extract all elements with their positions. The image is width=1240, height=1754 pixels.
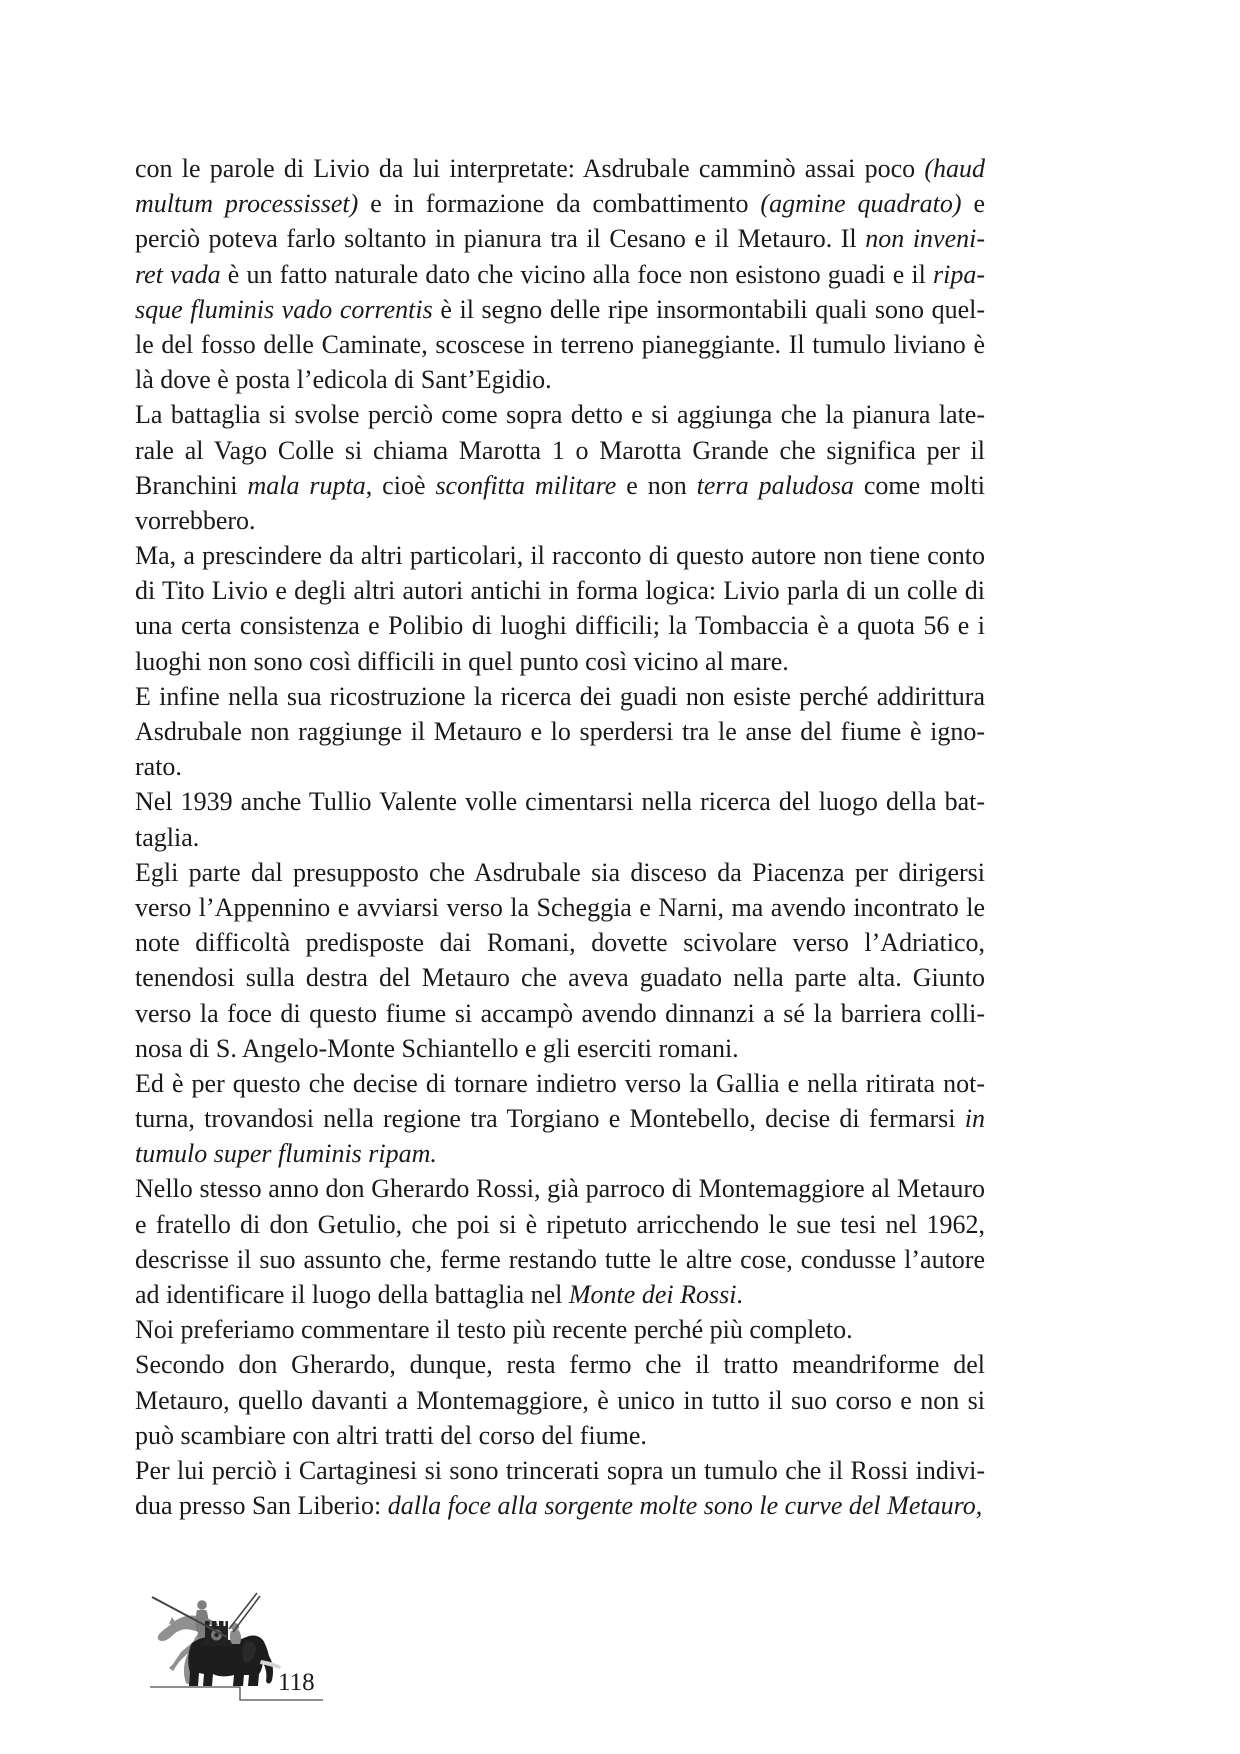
- text-line: [135, 1171, 985, 1206]
- rider-head: [197, 1600, 207, 1610]
- text-line: [135, 855, 985, 890]
- text-segment: le del fosso delle Caminate, scoscese in terreno pianeggiante. Il tumulo liviano è: [135, 329, 985, 359]
- italic-text-segment: Monte dei Rossi: [568, 1280, 737, 1309]
- text-line: [135, 1101, 985, 1136]
- text-segment: di Tito Livio e degli altri autori antichi in forma logica: Livio parla di un colle di: [135, 576, 985, 606]
- italic-text-segment: in: [964, 1104, 985, 1134]
- text-segment: là dove è posta l’edicola di Sant’Egidio.: [135, 365, 552, 395]
- horse-ear: [169, 1617, 176, 1624]
- text-segment: rato.: [135, 752, 182, 782]
- shield-emblem-center: [214, 1633, 218, 1637]
- howdah-turret: [203, 1621, 233, 1646]
- text-line: [135, 257, 985, 292]
- text-segment: Nel 1939 anche Tullio Valente volle cimentarsi nella ricerca del luogo della bat-: [135, 787, 985, 817]
- text-line: [135, 1277, 985, 1312]
- mahout-torso: [230, 1630, 241, 1644]
- text-segment: Ma, a prescindere da altri particolari, il racconto di questo autore non tiene conto: [135, 541, 985, 571]
- italic-text-segment: tumulo super fluminis ripam.: [135, 1139, 437, 1169]
- text-segment: dua presso San Liberio:: [135, 1491, 388, 1521]
- text-line: [135, 749, 985, 784]
- turret-spear: [229, 1593, 257, 1629]
- turret-crenel: [219, 1621, 224, 1627]
- text-line: [135, 468, 985, 503]
- text-line: [135, 679, 985, 714]
- text-line: [135, 820, 985, 855]
- body-text: [135, 151, 985, 1523]
- text-segment: E infine nella sua ricostruzione la ricerca dei guadi non esiste perché addirittura: [135, 681, 985, 711]
- text-segment: Asdrubale non raggiunge il Metauro e lo sperdersi tra le anse del fiume è igno-: [135, 717, 985, 746]
- italic-text-segment: ripa-: [933, 259, 985, 289]
- italic-text-segment: ret vada: [135, 259, 221, 289]
- text-segment: descrisse il suo assunto che, ferme restando tutte le altre cose, condusse l’autore: [135, 1244, 985, 1274]
- text-segment: ad identificare il luogo della battaglia nel: [135, 1280, 569, 1309]
- text-line: [135, 573, 985, 608]
- text-line: [135, 1312, 985, 1347]
- text-segment: vorrebbero.: [135, 505, 256, 535]
- text-line: [135, 890, 985, 925]
- text-segment: e: [961, 189, 985, 219]
- italic-text-segment: sque fluminis vado correntis: [135, 294, 433, 324]
- italic-text-segment: mala rupta: [247, 470, 366, 500]
- italic-text-segment: dalla foce alla sorgente molte sono le curve del Metauro,: [387, 1491, 983, 1521]
- text-segment: La battaglia si svolse perciò come sopra detto e si aggiunga che la pianura late-: [135, 400, 985, 430]
- text-line: [135, 1066, 985, 1101]
- text-line: [135, 503, 985, 538]
- text-line: [135, 151, 985, 186]
- text-line: [135, 1207, 985, 1242]
- text-line: [135, 1418, 985, 1453]
- text-segment: verso la foce di questo fiume si accampò avendo dinnanzi a sé la barriera colli-: [135, 998, 985, 1028]
- text-line: [135, 1383, 985, 1418]
- turret-spear: [233, 1596, 260, 1632]
- text-segment: perciò poteva farlo soltanto in pianura tra il Cesano e il Metauro. Il: [135, 224, 866, 254]
- text-segment: e in formazione da combattimento: [358, 189, 761, 219]
- text-segment: e non: [616, 470, 697, 500]
- text-line: [135, 292, 985, 327]
- text-line: [135, 433, 985, 468]
- text-segment: è il segno delle ripe insormontabili quali sono quel-: [432, 294, 985, 324]
- text-segment: rale al Vago Colle si chiama Marotta 1 o Marotta Grande che significa per il: [135, 435, 985, 465]
- text-segment: e fratello di don Getulio, che poi si è ripetuto arricchendo le sue tesi nel 1962,: [135, 1209, 985, 1239]
- text-segment: taglia.: [135, 822, 200, 852]
- text-line: [135, 221, 985, 256]
- italic-text-segment: (agmine quadrato): [760, 189, 962, 219]
- page-number: 118: [278, 1669, 315, 1696]
- italic-text-segment: terra paludosa: [696, 470, 854, 500]
- text-line: [135, 714, 985, 749]
- italic-text-segment: non inveni-: [865, 224, 985, 254]
- text-line: [135, 397, 985, 432]
- text-segment: Nello stesso anno don Gherardo Rossi, già parroco di Montemaggiore al Metauro: [135, 1174, 985, 1204]
- text-line: [135, 1488, 985, 1523]
- text-line: [135, 644, 985, 679]
- turret-crenel: [212, 1621, 217, 1627]
- text-segment: Metauro, quello davanti a Montemaggiore, è unico in tutto il suo corso e non si: [135, 1385, 985, 1415]
- text-line: [135, 1242, 985, 1277]
- text-line: [135, 925, 985, 960]
- text-segment: luoghi non sono così difficili in quel punto così vicino al mare.: [135, 646, 789, 676]
- text-line: [135, 1347, 985, 1382]
- turret-crenel: [226, 1621, 229, 1627]
- text-segment: come molti: [853, 470, 985, 500]
- text-line: [135, 1453, 985, 1488]
- text-line: [135, 960, 985, 995]
- text-line: [135, 186, 985, 221]
- text-segment: tenendosi sulla destra del Metauro che aveva guadato nella parte alta. Giunto: [135, 963, 985, 993]
- text-line: [135, 1031, 985, 1066]
- text-segment: Branchini: [135, 470, 248, 500]
- italic-text-segment: multum processisset): [135, 189, 359, 219]
- text-line: [135, 538, 985, 573]
- text-segment: verso l’Appennino e avviarsi verso la Scheggia e Narni, ma avendo incontrato le: [135, 892, 985, 922]
- italic-text-segment: sconfitta militare: [435, 470, 617, 500]
- text-segment: .: [736, 1280, 743, 1309]
- text-segment: , cioè: [365, 470, 436, 500]
- text-segment: può scambiare con altri tratti del corso del fiume.: [135, 1420, 647, 1450]
- text-segment: Egli parte dal presupposto che Asdrubale sia disceso da Piacenza per dirigersi: [135, 857, 985, 887]
- text-segment: nosa di S. Angelo-Monte Schiantello e gli eserciti romani.: [135, 1033, 739, 1063]
- text-line: [135, 1136, 985, 1171]
- text-segment: con le parole di Livio da lui interpretate: Asdrubale camminò assai poco: [135, 154, 925, 183]
- text-line: [135, 996, 985, 1031]
- text-line: [135, 608, 985, 643]
- text-line: [135, 362, 985, 397]
- text-segment: Secondo don Gherardo, dunque, resta fermo che il tratto meandriforme del: [135, 1350, 985, 1380]
- text-segment: turna, trovandosi nella regione tra Torgiano e Montebello, decise di fermarsi: [135, 1104, 965, 1134]
- text-segment: Ed è per questo che decise di tornare indietro verso la Gallia e nella ritirata not-: [135, 1068, 985, 1098]
- italic-text-segment: (haud: [924, 154, 985, 183]
- text-segment: note difficoltà predisposte dai Romani, dovette scivolare verso l’Adriatico,: [135, 928, 985, 958]
- text-segment: Noi preferiamo commentare il testo più recente perché più completo.: [135, 1315, 853, 1345]
- text-line: [135, 784, 985, 819]
- text-segment: è un fatto naturale dato che vicino alla foce non esistono guadi e il: [220, 259, 933, 289]
- text-segment: Per lui perciò i Cartaginesi si sono trincerati sopra un tumulo che il Rossi indivi-: [135, 1455, 985, 1485]
- text-line: [135, 327, 985, 362]
- text-segment: una certa consistenza e Polibio di luoghi difficili; la Tombaccia è a quota 56 e i: [135, 611, 985, 641]
